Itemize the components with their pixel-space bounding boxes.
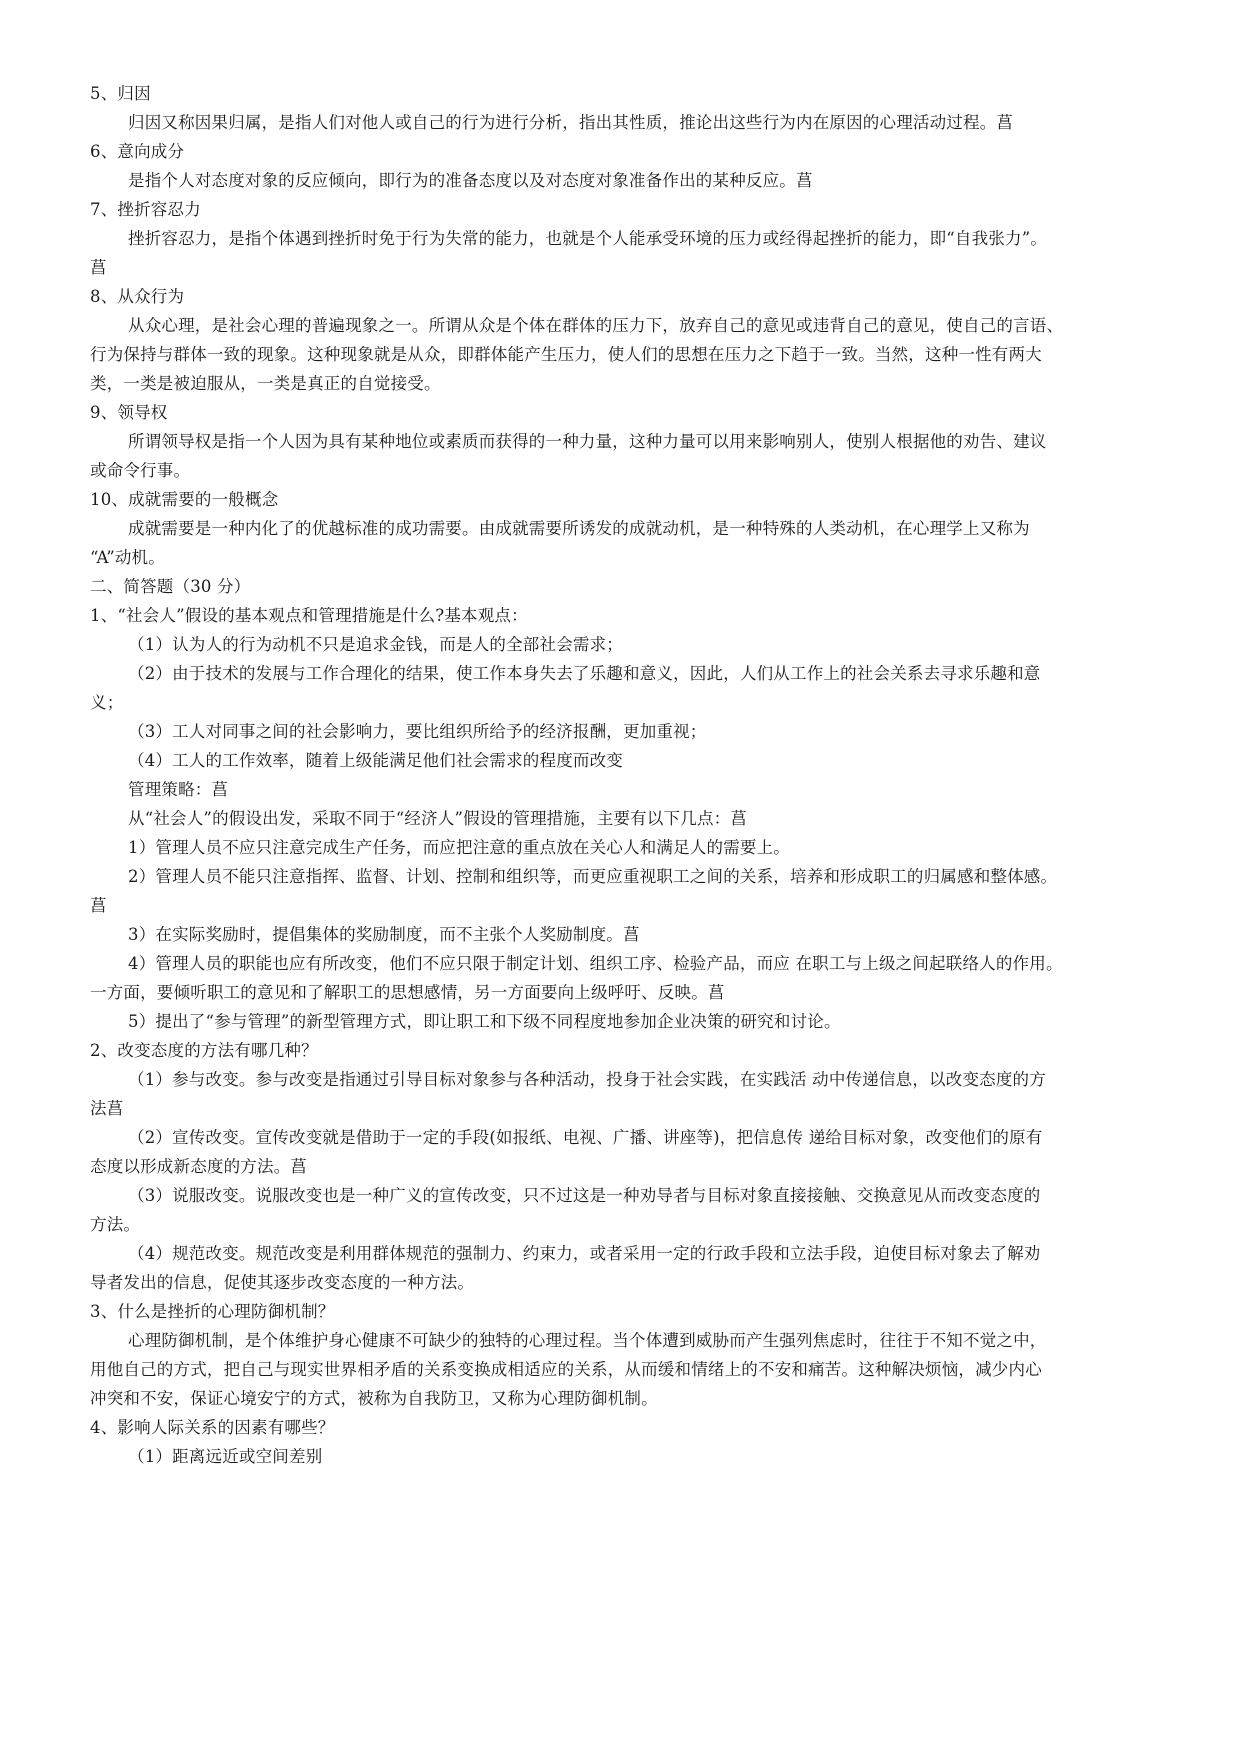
paragraph-line: 心理防御机制，是个体维护身心健康不可缺少的独特的心理过程。当个体遭到威胁而产生强列焦虑时，往往于不知不觉之中， — [128, 1331, 1047, 1350]
list-item: 4）管理人员的职能也应有所改变，他们不应只限于制定计划、组织工序、检验产品，而应 在职工与上级之间起联络人的作用。 — [128, 954, 1063, 973]
heading-leadership: 9、领导权 — [90, 403, 168, 422]
heading-achievement-need: 10、成就需要的一般概念 — [90, 490, 279, 509]
list-item: （1）距离远近或空间差别 — [128, 1447, 323, 1466]
list-item: （3）工人对同事之间的社会影响力，要比组织所给予的经济报酬，更加重视； — [128, 722, 707, 741]
section-heading-short-answer: 二、简答题（30 分） — [90, 577, 251, 596]
heading-intention-component: 6、意向成分 — [90, 142, 185, 161]
paragraph-line: 从众心理，是社会心理的普遍现象之一。所谓从众是个体在群体的压力下，放弃自己的意见或违背自己的意见，使自己的言语、 — [128, 316, 1064, 335]
list-item: （2）宣传改变。宣传改变就是借助于一定的手段(如报纸、电视、广播、讲座等)，把信息传 递给目标对象，改变他们的原有 — [128, 1128, 1043, 1147]
paragraph-line: 一方面，要倾听职工的意见和了解职工的思想感情，另一方面要向上级呼吁、反映。菖 — [90, 983, 725, 1002]
list-item: （2）由于技术的发展与工作合理化的结果，使工作本身失去了乐趣和意义，因此，人们从工作上的社会关系去寻求乐趣和意 — [128, 664, 1041, 683]
paragraph-line: 冲突和不安，保证心境安宁的方式，被称为自我防卫，又称为心理防御机制。 — [90, 1389, 658, 1408]
list-item: 3）在实际奖励时，提倡集体的奖励制度，而不主张个人奖励制度。菖 — [128, 925, 640, 944]
paragraph-line: 方法。 — [90, 1215, 141, 1234]
paragraph-line: 从“社会人”的假设出发，采取不同于“经济人”假设的管理措施，主要有以下几点：菖 — [128, 809, 748, 828]
list-item: （4）规范改变。规范改变是利用群体规范的强制力、约束力，或者采用一定的行政手段和立法手段，迫使目标对象去了解劝 — [128, 1244, 1041, 1263]
paragraph-line: 是指个人对态度对象的反应倾向，即行为的准备态度以及对态度对象准备作出的某种反应。菖 — [128, 171, 813, 190]
paragraph-line: 菖 — [90, 258, 107, 277]
list-item: （3）说服改变。说服改变也是一种广义的宣传改变，只不过这是一种劝导者与目标对象直接接触、交换意见从而改变态度的 — [128, 1186, 1041, 1205]
paragraph-line: 菖 — [90, 896, 107, 915]
list-item: （4）工人的工作效率，随着上级能满足他们社会需求的程度而改变 — [128, 751, 623, 770]
question-4: 4、影响人际关系的因素有哪些？ — [90, 1418, 335, 1437]
paragraph-line: 挫折容忍力，是指个体遇到挫折时免于行为失常的能力，也就是个人能承受环境的压力或经得起挫折的能力，即“自我张力”。 — [128, 229, 1048, 248]
list-item: （1）认为人的行为动机不只是追求金钱，而是人的全部社会需求； — [128, 635, 623, 654]
paragraph-line: 义； — [90, 693, 124, 712]
paragraph-line: 成就需要是一种内化了的优越标准的成功需要。由成就需要所诱发的成就动机，是一种特殊的人类动机，在心理学上又称为 — [128, 519, 1030, 538]
paragraph-line: “A”动机。 — [90, 548, 165, 567]
paragraph-line: 类，一类是被迫服从，一类是真正的自觉接受。 — [90, 374, 441, 393]
heading-conformity: 8、从众行为 — [90, 287, 185, 306]
paragraph-line: 或命令行事。 — [90, 461, 191, 480]
paragraph-line: 态度以形成新态度的方法。菖 — [90, 1157, 308, 1176]
question-2: 2、改变态度的方法有哪几种？ — [90, 1041, 318, 1060]
list-item: （1）参与改变。参与改变是指通过引导目标对象参与各种活动，投身于社会实践，在实践活 动中传递信息，以改变态度的方 — [128, 1070, 1046, 1089]
paragraph-line: 法菖 — [90, 1099, 124, 1118]
list-item: 2）管理人员不能只注意指挥、监督、计划、控制和组织等，而更应重视职工之间的关系，培养和形成职工的归属感和整体感。 — [128, 867, 1058, 886]
paragraph-line: 归因又称因果归属，是指人们对他人或自己的行为进行分析，指出其性质，推论出这些行为内在原因的心理活动过程。菖 — [128, 113, 1014, 132]
paragraph-line: 用他自己的方式，把自己与现实世界相矛盾的关系变换成相适应的关系，从而缓和情绪上的不安和痛苦。这种解决烦恼，减少内心 — [90, 1360, 1042, 1379]
paragraph-line: 导者发出的信息，促使其逐步改变态度的一种方法。 — [90, 1273, 475, 1292]
question-1: 1、“社会人”假设的基本观点和管理措施是什么?基本观点： — [90, 606, 528, 625]
paragraph-line: 管理策略：菖 — [128, 780, 229, 799]
heading-frustration-tolerance: 7、挫折容忍力 — [90, 200, 201, 219]
paragraph-line: 所谓领导权是指一个人因为具有某种地位或素质而获得的一种力量，这种力量可以用来影响别人，使别人根据他的劝告、建议 — [128, 432, 1047, 451]
heading-attribution: 5、归因 — [90, 84, 151, 103]
question-3: 3、什么是挫折的心理防御机制？ — [90, 1302, 335, 1321]
list-item: 1）管理人员不应只注意完成生产任务，而应把注意的重点放在关心人和满足人的需要上。 — [128, 838, 790, 857]
list-item: 5）提出了“参与管理”的新型管理方式，即让职工和下级不同程度地参加企业决策的研究和讨论。 — [128, 1012, 841, 1031]
paragraph-line: 行为保持与群体一致的现象。这种现象就是从众，即群体能产生压力，使人们的思想在压力之下趋于一致。当然，这种一性有两大 — [90, 345, 1042, 364]
